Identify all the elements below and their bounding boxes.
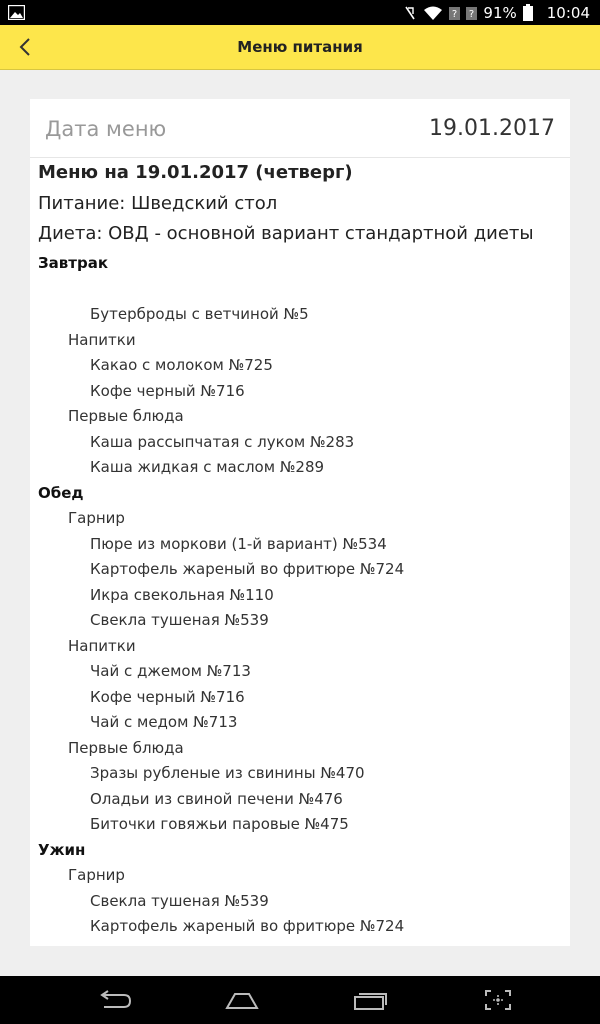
menu-heading: Меню на 19.01.2017 (четверг) (38, 162, 353, 183)
category-title: Первые блюда (68, 738, 184, 757)
no-sim-icon (403, 5, 417, 21)
home-nav-button[interactable] (222, 986, 262, 1014)
screenshot-nav-button[interactable] (478, 986, 518, 1014)
recents-nav-icon (352, 989, 388, 1011)
back-nav-icon (96, 990, 132, 1010)
dish-item: Свекла тушеная №539 (90, 891, 269, 910)
dish-item: Оладьи из свиной печени №476 (90, 789, 343, 808)
dish-item: Бутерброды с ветчиной №5 (90, 305, 309, 323)
app-bar (0, 25, 600, 70)
date-field-label: Дата меню (45, 117, 167, 141)
battery-percent: 91% (483, 3, 517, 22)
clock: 10:04 (546, 3, 590, 22)
category-title: Первые блюда (68, 407, 184, 425)
status-bar (0, 0, 600, 25)
dish-item: Чай с медом №713 (90, 713, 238, 731)
menu-card (30, 99, 570, 946)
dish-item: Каша рассыпчатая с луком №283 (90, 432, 355, 451)
meal-title: Ужин (38, 840, 86, 859)
dish-item: Картофель жареный во фритюре №724 (90, 560, 405, 578)
signal-icon (449, 5, 460, 21)
chevron-left-icon (18, 37, 32, 57)
battery-icon (523, 4, 533, 21)
navigation-bar (0, 976, 600, 1024)
food-type: Питание: Шведский стол (38, 193, 278, 214)
dish-item: Картофель жареный во фритюре №724 (90, 917, 405, 935)
dish-item: Кофе черный №716 (90, 687, 245, 706)
meal-title: Завтрак (38, 254, 109, 272)
dish-item: Свекла тушеная №539 (90, 611, 269, 629)
date-field[interactable] (30, 99, 570, 158)
dish-item: Биточки говяжьи паровые №475 (90, 815, 349, 833)
home-nav-icon (224, 990, 260, 1010)
svg-text:?: ? (469, 8, 475, 20)
dish-item: Кофе черный №716 (90, 381, 245, 400)
gallery-notification-icon (8, 5, 25, 20)
diet-type: Диета: ОВД - основной вариант стандартной диеты (38, 223, 534, 244)
category-title: Гарнир (68, 866, 125, 884)
dish-item: Пюре из моркови (1-й вариант) №534 (90, 534, 387, 553)
wifi-icon (423, 5, 443, 21)
back-nav-button[interactable] (94, 986, 134, 1014)
dish-item: Икра свекольная №110 (90, 585, 274, 604)
recents-nav-button[interactable] (350, 986, 390, 1014)
dish-item: Каша жидкая с маслом №289 (90, 458, 325, 476)
category-title: Напитки (68, 330, 136, 349)
dish-item: Чай с джемом №713 (90, 662, 251, 680)
dish-item: Какао с молоком №725 (90, 356, 273, 374)
dish-item: Зразы рубленые из свинины №470 (90, 764, 365, 782)
svg-text:?: ? (452, 8, 458, 20)
screenshot-icon (484, 989, 512, 1011)
date-field-value[interactable]: 19.01.2017 (429, 116, 555, 141)
back-button[interactable] (10, 32, 40, 62)
status-indicators (403, 0, 590, 25)
meal-title: Обед (38, 483, 84, 502)
page-title: Меню питания (237, 38, 363, 56)
signal-icon (466, 5, 477, 21)
category-title: Гарнир (68, 509, 125, 527)
category-title: Напитки (68, 636, 136, 655)
